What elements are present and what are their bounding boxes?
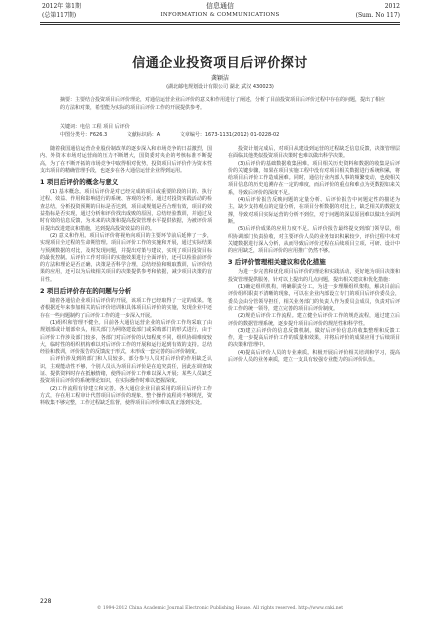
section-heading: 3 后评价管理相关建议和优化措施	[228, 258, 326, 267]
doc-code: 文献标识码：A	[126, 132, 161, 138]
class-number: 中图分类号：F626.3	[60, 132, 108, 138]
body-paragraph: (2)规范后评价工作流程。建立健全后评价工作的规范流程，通过建立后评价的数据管理系统，逐步提升项目后评价的规范性和科学性。	[228, 313, 400, 327]
body-paragraph: (1)组织和管理不健全。目前各大通信运营企业的后评价工作均采取了由规划部或计划部牵头，相关部门为网络建设部门或采购部门的形式进行，由于后评价工作涉及部门较多，各部门对后评价的认知程度不同，组织协调难度较大，临时性的组织机构难以对后评价工作的开展和运行起到有效的支持。总结经验和教训，评价报告的反馈流于形式，未形成一套完善的后评价制度。	[40, 319, 212, 356]
year-info: 2012 (Sum. No 117)	[355, 3, 400, 19]
body-paragraph: (2)工作流程有待建立和完善。各大通信企业目前采用的项目后评价工作方式，存在用工程审计代替项目后评价的现象，整个操作流程尚不够规范，资料收集不够完整，工作过程缺乏监督，使得项目后评价难以真正落到实处。	[40, 385, 212, 407]
copyright-footer: © 1994-2012 China Academic Journal Electronic Publishing House. All rights reserved. http://www.cnki.net	[96, 606, 344, 611]
section-heading: 1 项目后评价的概念与意义	[40, 178, 119, 187]
body-paragraph: (2) 意义和作用。项目后评价将视角向项目的主要环节前后延伸了一步，实现项目全过程的生命期管理。项目后评价工作的实施和开展，通过实际结果与预测数据的对比，及时发现问题，并提出对策与建议，实现了项目投资目标的最优控制。后评价工作对项目的实施效果进行全面评价，还可以检验前评价的方法和理论是否正确，决策是否科学合理，总结经验和吸取教训，后评价结果的应用，还可以为后续相关项目的决策提供参考和依据，减少项目决策的盲目性。	[40, 232, 212, 283]
body-paragraph: (4)后评价报告反映问题的定量分析、后评价报告中问题定性的描述为主，缺少支持观点的定量分析，在项目分析数据的对比上，缺乏相关的数据支撑，导致对项目实际运营的分析不到位，对于问题的深层原因难以做出全面判断。	[228, 197, 400, 225]
left-column	[40, 146, 212, 408]
body-paragraph: 后评价涉及到的部门和人员较多，部分参与人员对后评价的作用缺乏认识，主观能动性不够，个别人员认为项目后评价是在追究责任，因此在调查取证、提供资料时存在抵触情绪，使得后评价工作难以深入开展；某些人员缺乏投资项目后评价的系统理论知识，在实际操作时难以把握深度。	[40, 356, 212, 385]
article-title: 信通企业投资项目后评价探讨	[132, 56, 308, 71]
running-header	[0, 0, 440, 40]
section-heading: 2 项目后评价存在的问题与分析	[40, 287, 132, 296]
body-paragraph: (1) 基本概念。项目后评价是对已经完成的项目或重要阶段的目的、执行过程、效益、作用和影响进行的系统、客观的分析，通过对投资实践活动的检查总结，分析投资预期的目标是否达到，项目或规划是否合理有效，项目的效益指标是否实现，通过分析和评价找出成败的原因，总结经验教训，并通过及时有效的信息反馈，为未来的决策和提高投资管理水平提供依据，为被评价项目提出改进建议和措施，达到提高投资效益的目的。	[40, 189, 212, 232]
body-paragraph: (3)后评价的基础数据收集困难。项目相关历史资料和数据的收集是后评价的关键步骤，如果在项目实施工程中没有对项目相关数据进行系统积累，将给项目后评价工作造成困难。同时，通信行业内部人事的频繁变动，也使相关项目信息的历史追溯存在一定的难度，而后评价的重点和难点为更数据如来关系，导致后评价的深度不足。	[228, 160, 400, 196]
issue-info: 2012年 第1期 (总第117期)	[42, 3, 81, 19]
body-paragraph: (3)建立后评价的信息反馈机制。做好后评价信息的收集整理和反馈工作，进一步提高后评价工作的质量和效果，并将后评价的成果应用于后续项目的决策和管理中。	[228, 327, 400, 349]
body-paragraph: 投资计划完成后，对项目从建设到运营的过程缺乏信息反馈，决策管理层在面临其他类似投资项目决策时也难以做出科学决策。	[228, 146, 400, 160]
author: 龚颖洁	[210, 75, 229, 82]
body-paragraph: 随着各通信企业项目后评价的开展，该项工作已经取得了一定的成果。笔者根据近年来参加相关的后评价培训和具体项目后评价的实施，发现企业中还存在一些问题制约了后评价工作的进一步深入开展。	[40, 298, 212, 319]
body-paragraph: (5)后评价成果的应用力度不足。后评价报告最终提交到部门领导层，组织协调部门负责验收，对主要评价人员的业务知识积累较少，评价过程中未对关键数据进行深入分析，从而导致后评价过程在后续项目立项、可研、设计中的应用缺乏，项目后评价的应用推广仍然不够。	[228, 226, 400, 255]
body-paragraph: (4)提高后评价人员的专业素质。积极开展后评价相关培训和学习，提高后评价人员的业务素质，建立一支具有较强专业能力的后评价队伍。	[228, 349, 400, 364]
keywords: 关键词：电信 工程 项目 后评价	[60, 124, 130, 130]
header-rule-thin	[40, 24, 400, 25]
body-paragraph: (1)确定组织机构，明确职责分工。为进一步理顺组织架构，解决目前后评价组织职责不清晰的现象，可以在企业内部设立专门的项目后评价委员会，委员会由分管领导担任，相关业务部门的负责人作为委员会成员，负责对后评价工作的统一领导，建立完善的项目后评价制度。	[228, 284, 400, 312]
header-rule	[40, 22, 400, 23]
abstract: 摘要：主要结合投资项目后评价理论，对通信运营企业后评价的意义和作用进行了阐述，分析了目前投资项目后评价过程中存在的问题，提出了相应的方法和对策，希望能为实际的项目后评价工作的开展提供参考。	[60, 97, 386, 111]
journal-name: 信息通信 INFORMATION & COMMUNICATIONS	[160, 2, 280, 18]
page-number: 228	[40, 598, 52, 605]
body-paragraph: 为进一步完善和优化项目后评价的理论和实践活动，更好地为项目决策和投资管理提供服务，针对以上提出的几点问题，提出相关建议和优化措施：	[228, 269, 400, 283]
article-number: 文章编号：1673-1131(2012) 01-0228-02	[179, 132, 280, 138]
affiliation: (湖北邮电规划设计有限公司 湖北 武汉 430023)	[166, 84, 274, 90]
right-column	[228, 146, 400, 364]
classification-line	[60, 131, 385, 139]
body-paragraph: 随着我国通信运营企业股份制改革的逐步深入和市场竞争的日益激烈，国内、外资本市场对运营商的压力不断增大，国资委对央企的考核标准不断提高，为了在不断开拓的市场竞争中取得相对优势，投资项目后评价作为资本性支出项目的精确管理手段，也逐步在各大通信运营企业得到运用。	[40, 146, 212, 174]
